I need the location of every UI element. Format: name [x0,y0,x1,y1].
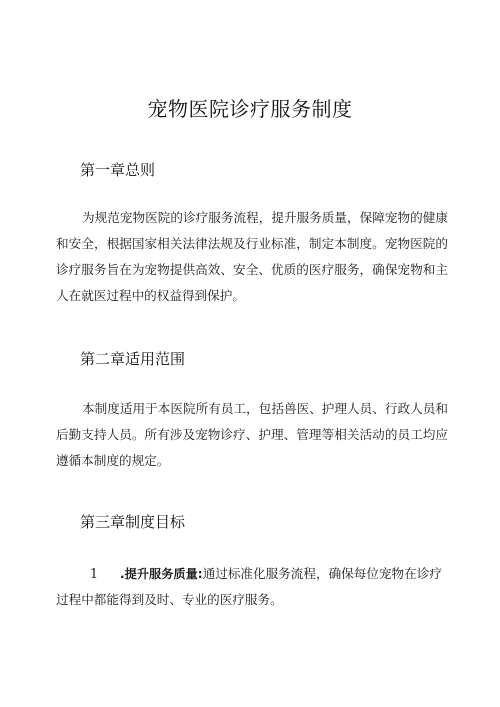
chapter-3-heading: 第三章制度目标 [80,513,186,531]
chapter-2-paragraph: 本制度适用于本医院所有员工，包括兽医、护理人员、行政人员和后勤支持人员。所有涉及宠物诊疗、护理、管理等相关活动的员工均应遵循本制度的规定。 [56,401,448,468]
list-item-text: 通过标准化服务流程，确保每位宠物在诊疗过程中都能得到及时、专业的医疗服务。 [56,566,442,607]
list-item [56,561,448,613]
chapter-1-heading: 第一章总则 [80,161,156,179]
list-item-bold-label: .提升服务质量: [120,567,203,581]
list-item-number: 1 [90,566,99,581]
chapter-1-paragraph: 为规范宠物医院的诊疗服务流程，提升服务质量，保障宠物的健康和安全，根据国家相关法律法规及行业标准，制定本制度。宠物医院的诊疗服务旨在为宠物提供高效、安全、优质的医疗服务，确保宠物和主人在就医过程中的权益得到保护。 [56,210,448,303]
document-title: 宠物医院诊疗服务制度 [147,97,353,121]
chapter-2-heading: 第二章适用范围 [80,350,186,368]
